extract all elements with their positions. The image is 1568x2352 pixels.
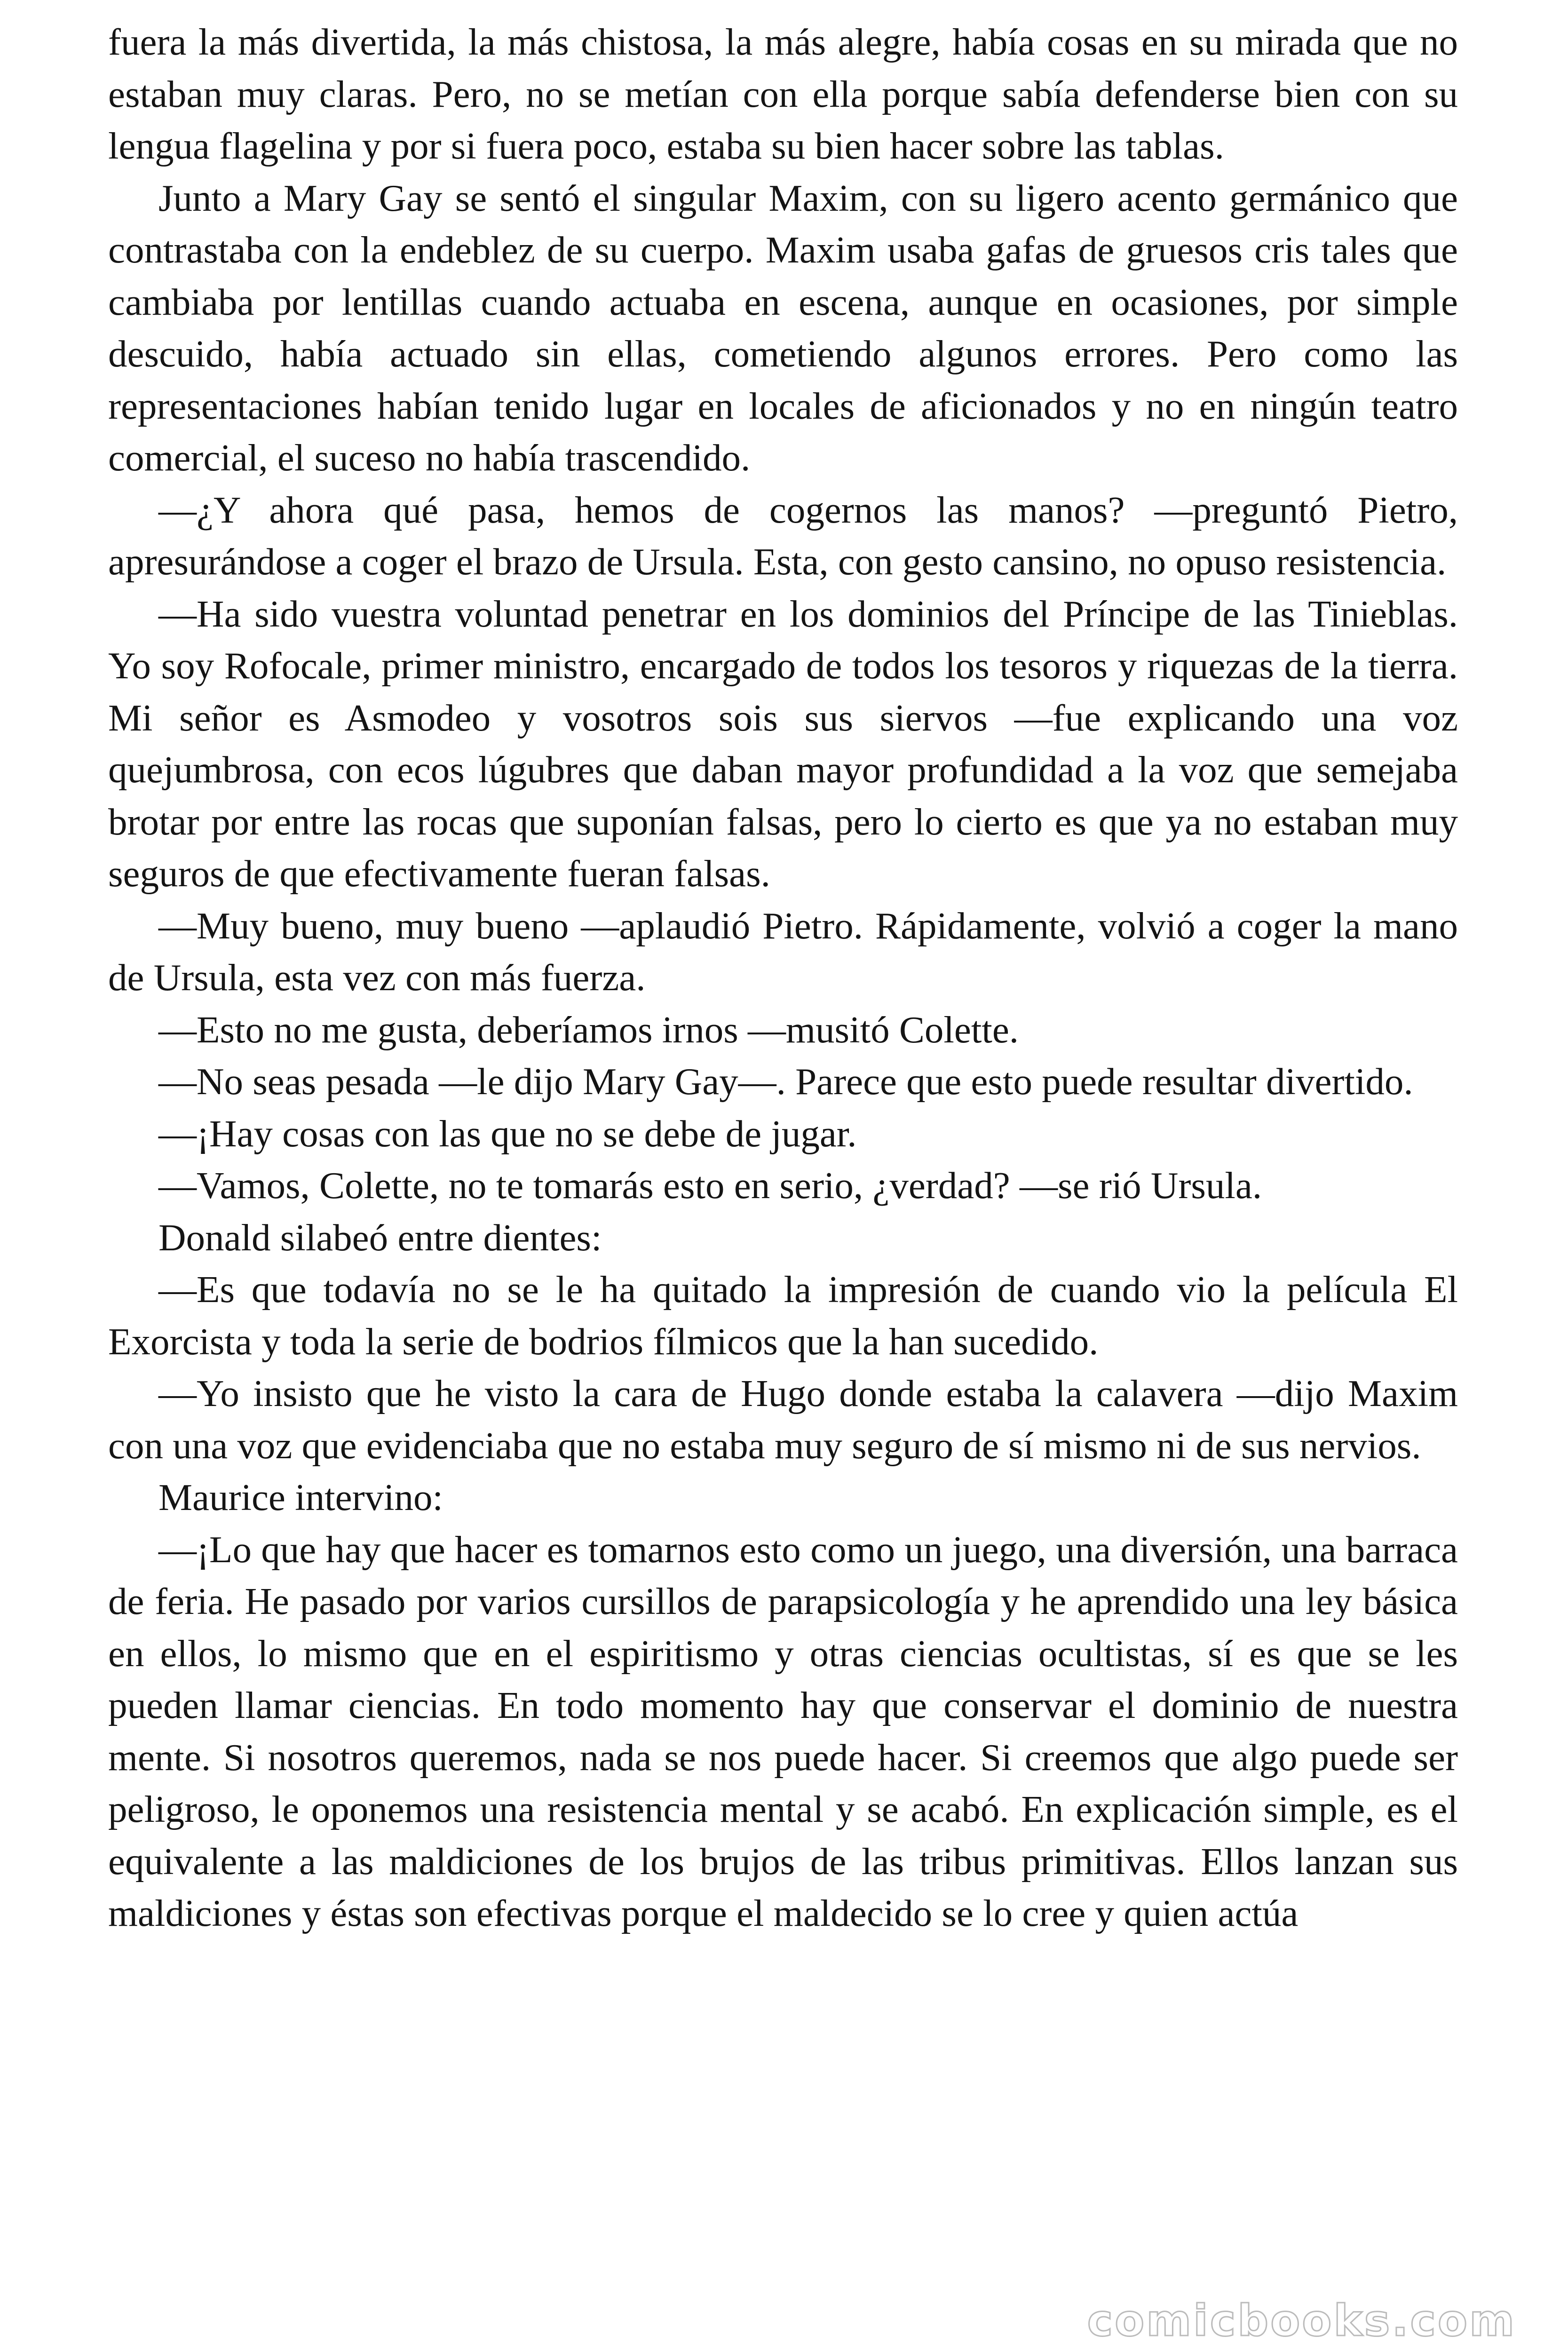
- paragraph-donald-remark: —Es que todavía no se le ha quitado la impresión de cuando vio la película El Exorcista y toda la serie de bodrios fílmicos que la han sucedido.: [108, 1268, 1458, 1363]
- paragraph-maxim-insists: —Yo insisto que he visto la cara de Hugo donde estaba la calavera —dijo Maxim con una voz que evidenciaba que no estaba muy seguro de sí mismo ni de sus nervios.: [108, 1372, 1458, 1467]
- paragraph-maxim-description: Junto a Mary Gay se sentó el singular Maxim, con su ligero acento germánico que contrastaba con la endeblez de su cuerpo. Maxim usaba gafas de gruesos cris tales que cambiaba por lentillas cuando actuaba en escena, aunque en ocasiones, por simple descuido, había actuado sin ellas, cometiendo algunos errores. Pero como las representaciones habían tenido lugar en locales de aficionados y no en ningún teatro comercial, el suceso no había trascendido.: [108, 176, 1458, 479]
- paragraph-colette-whisper: —Esto no me gusta, deberíamos irnos —musitó Colette.: [158, 1008, 1019, 1051]
- paragraph-ursula-laugh: —Vamos, Colette, no te tomarás esto en serio, ¿verdad? —se rió Ursula.: [158, 1164, 1262, 1207]
- watermark-logo: comicbooks.com: [1087, 2296, 1516, 2346]
- book-page-text: [108, 16, 1458, 1939]
- paragraph-maurice-intro: Maurice intervino:: [158, 1476, 443, 1518]
- paragraph-pietro-applause: —Muy bueno, muy bueno —aplaudió Pietro. Rápidamente, volvió a coger la mano de Ursula, esta vez con más fuerza.: [108, 904, 1458, 999]
- paragraph-maurice-speech: —¡Lo que hay que hacer es tomarnos esto como un juego, una diversión, una barraca de feria. He pasado por varios cursillos de parapsicología y he aprendido una ley básica en ellos, lo mismo que en el espiritismo y otras ciencias ocultistas, sí es que se les pueden llamar ciencias. En todo momento hay que conservar el dominio de nuestra mente. Si nosotros queremos, nada se nos puede hacer. Si creemos que algo puede ser peligroso, le oponemos una resistencia mental y se acabó. En explicación simple, es el equivalente a las maldiciones de los brujos de las tribus primitivas. Ellos lanzan sus maldiciones y éstas son efectivas porque el maldecido se lo cree y quien actúa: [108, 1528, 1458, 1934]
- paragraph-donald-intro: Donald silabeó entre dientes:: [158, 1216, 602, 1259]
- paragraph-mary-gay-reply: —No seas pesada —le dijo Mary Gay—. Parece que esto puede resultar divertido.: [158, 1060, 1413, 1103]
- paragraph-continued: fuera la más divertida, la más chistosa, la más alegre, había cosas en su mirada que no estaban muy claras. Pero, no se metían con ella porque sabía defenderse bien con su lengua flagelina y por si fuera poco, estaba su bien hacer sobre las tablas.: [108, 21, 1458, 167]
- paragraph-colette-warning: —¡Hay cosas con las que no se debe de jugar.: [158, 1112, 857, 1155]
- paragraph-pietro-question: —¿Y ahora qué pasa, hemos de cogernos las manos? —preguntó Pietro, apresurándose a coger el brazo de Ursula. Esta, con gesto cansino, no opuso resistencia.: [108, 488, 1458, 583]
- paragraph-rofocale-voice: —Ha sido vuestra voluntad penetrar en los dominios del Príncipe de las Tinieblas. Yo soy Rofocale, primer ministro, encargado de todos los tesoros y riquezas de la tierra. Mi señor es Asmodeo y vosotros sois sus siervos —fue explicando una voz quejumbrosa, con ecos lúgubres que daban mayor profundidad a la voz que semejaba brotar por entre las rocas que suponían falsas, pero lo cierto es que ya no estaban muy seguros de que efectivamente fueran falsas.: [108, 592, 1458, 895]
